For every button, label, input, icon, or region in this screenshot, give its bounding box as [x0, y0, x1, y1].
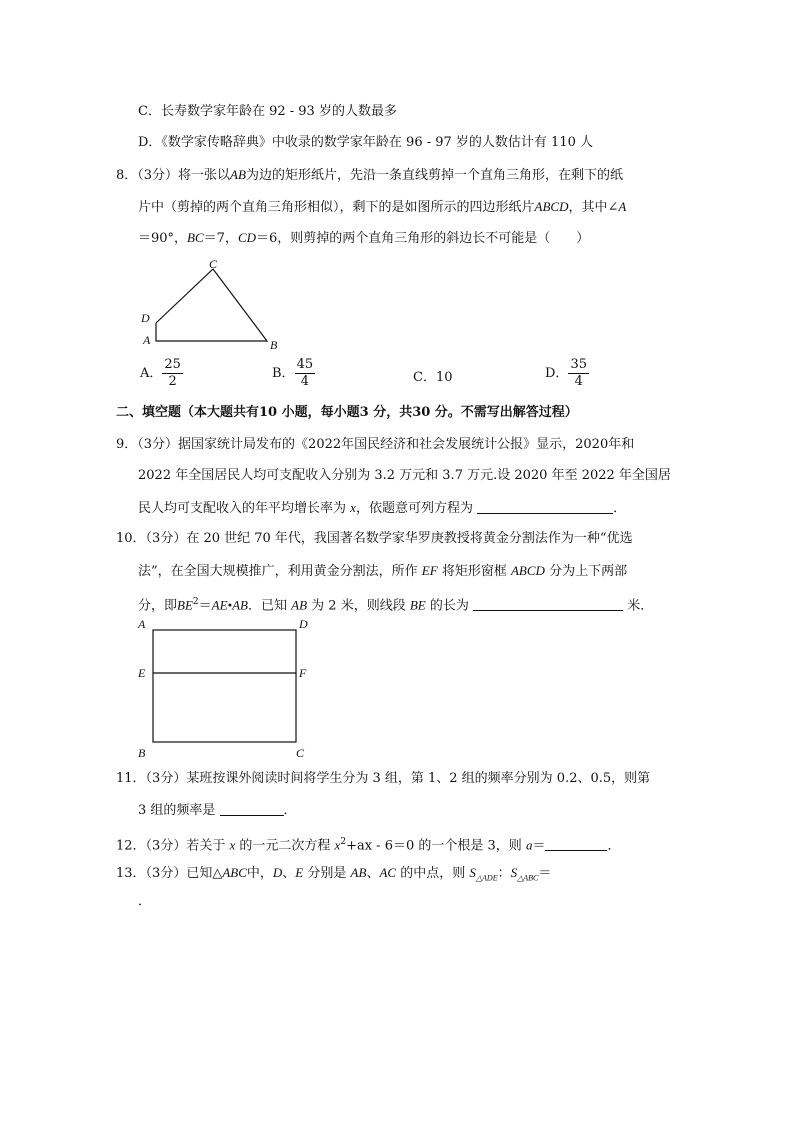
q9-line2: 2022 年全国居民人均可支配收入分别为 3.2 万元和 3.7 万元.设 2020 年至 2022 年全国居 [138, 468, 671, 483]
q11-line1: 11．（3分）某班按课外阅读时间将学生分为 3 组，第 1、2 组的频率分别为 0.2、0.5，则第 [116, 771, 651, 786]
q10-line1: 10．（3分）在 20 世纪 70 年代，我国著名数学家华罗庚教授将黄金分割法作为一种“优选 [116, 531, 633, 546]
q11-line2: 3 组的频率是 ． [138, 803, 297, 818]
q8-option-b: B． $\frac{45}{4}$ [272, 357, 314, 389]
q10-label-e: E [138, 666, 146, 680]
q8-line3: ＝90°，BC＝7，CD＝6，则剪掉的两个直角三角形的斜边长不可能是（ ） [138, 230, 590, 246]
q9-answer-blank [477, 499, 613, 514]
q13-line: 13．（3分）已知△ABC中，D、E 分别是 AB、AC 的中点，则 $S_{\triangle ADE}$：$S_{\triangle ABC}=$ [116, 865, 552, 883]
q10-window-frame-figure [148, 625, 307, 747]
q10-rectangle [153, 630, 296, 742]
q8-label-a: A [143, 333, 151, 347]
q10-label-c: C [296, 746, 305, 760]
q8-label-d: D [141, 311, 150, 325]
q8-option-d: D． $\frac{35}{4}$ [545, 357, 587, 389]
q7-option-c: C．长寿数学家年龄在 92 - 93 岁的人数最多 [138, 104, 397, 119]
q9-line1: 9．（3分）据国家统计局发布的《2022年国民经济和社会发展统计公报》显示，2020年和 [116, 437, 635, 452]
q8-label-b: B [270, 338, 278, 352]
section2-title: 二、填空题（本大题共有10 小题，每小题3 分，共30 分。不需写出解答过程） [116, 405, 578, 420]
q10-label-b: B [138, 746, 146, 760]
q10-line2: 法”，在全国大规模推广，利用黄金分割法，所作 EF 将矩形窗框 ABCD 分为上下两部 [138, 563, 628, 579]
q8-option-a: A． $\frac{25}{2}$ [140, 357, 181, 389]
q12-answer-blank [545, 836, 607, 851]
q8-option-c: C．10 [413, 370, 453, 385]
q8-label-c: C [209, 257, 218, 271]
q8-quad-outline [156, 269, 267, 341]
q8-line1: 8．（3分）将一张以AB为边的矩形纸片，先沿一条直线剪掉一个直角三角形，在剩下的纸 [116, 167, 623, 183]
q10-label-a: A [138, 617, 146, 631]
q9-line3: 民人均可支配收入的年平均增长率为 x，依题意可列方程为 ． [138, 500, 627, 516]
q13-end: ． [138, 894, 152, 909]
q10-label-f: F [299, 666, 307, 680]
q12-line: 12．（3分）若关于 x 的一元二次方程 $x^2+ax - 6=0$ 的一个根是 3，则 a＝ ． [116, 837, 621, 854]
q10-line3: 分，即$BE^2=AE•AB$．已知 AB 为 2 米，则线段 BE 的长为 米． [138, 597, 654, 614]
q10-label-d: D [299, 617, 308, 631]
q7-option-d: D．《数学家传略辞典》中收录的数学家年龄在 96 - 97 岁的人数估计有 110 人 [138, 135, 594, 150]
q11-answer-blank [220, 801, 284, 816]
q10-answer-blank [473, 596, 623, 611]
q8-line2: 片中（剪掉的两个直角三角形相似），剩下的是如图所示的四边形纸片ABCD，其中∠A [138, 199, 627, 215]
